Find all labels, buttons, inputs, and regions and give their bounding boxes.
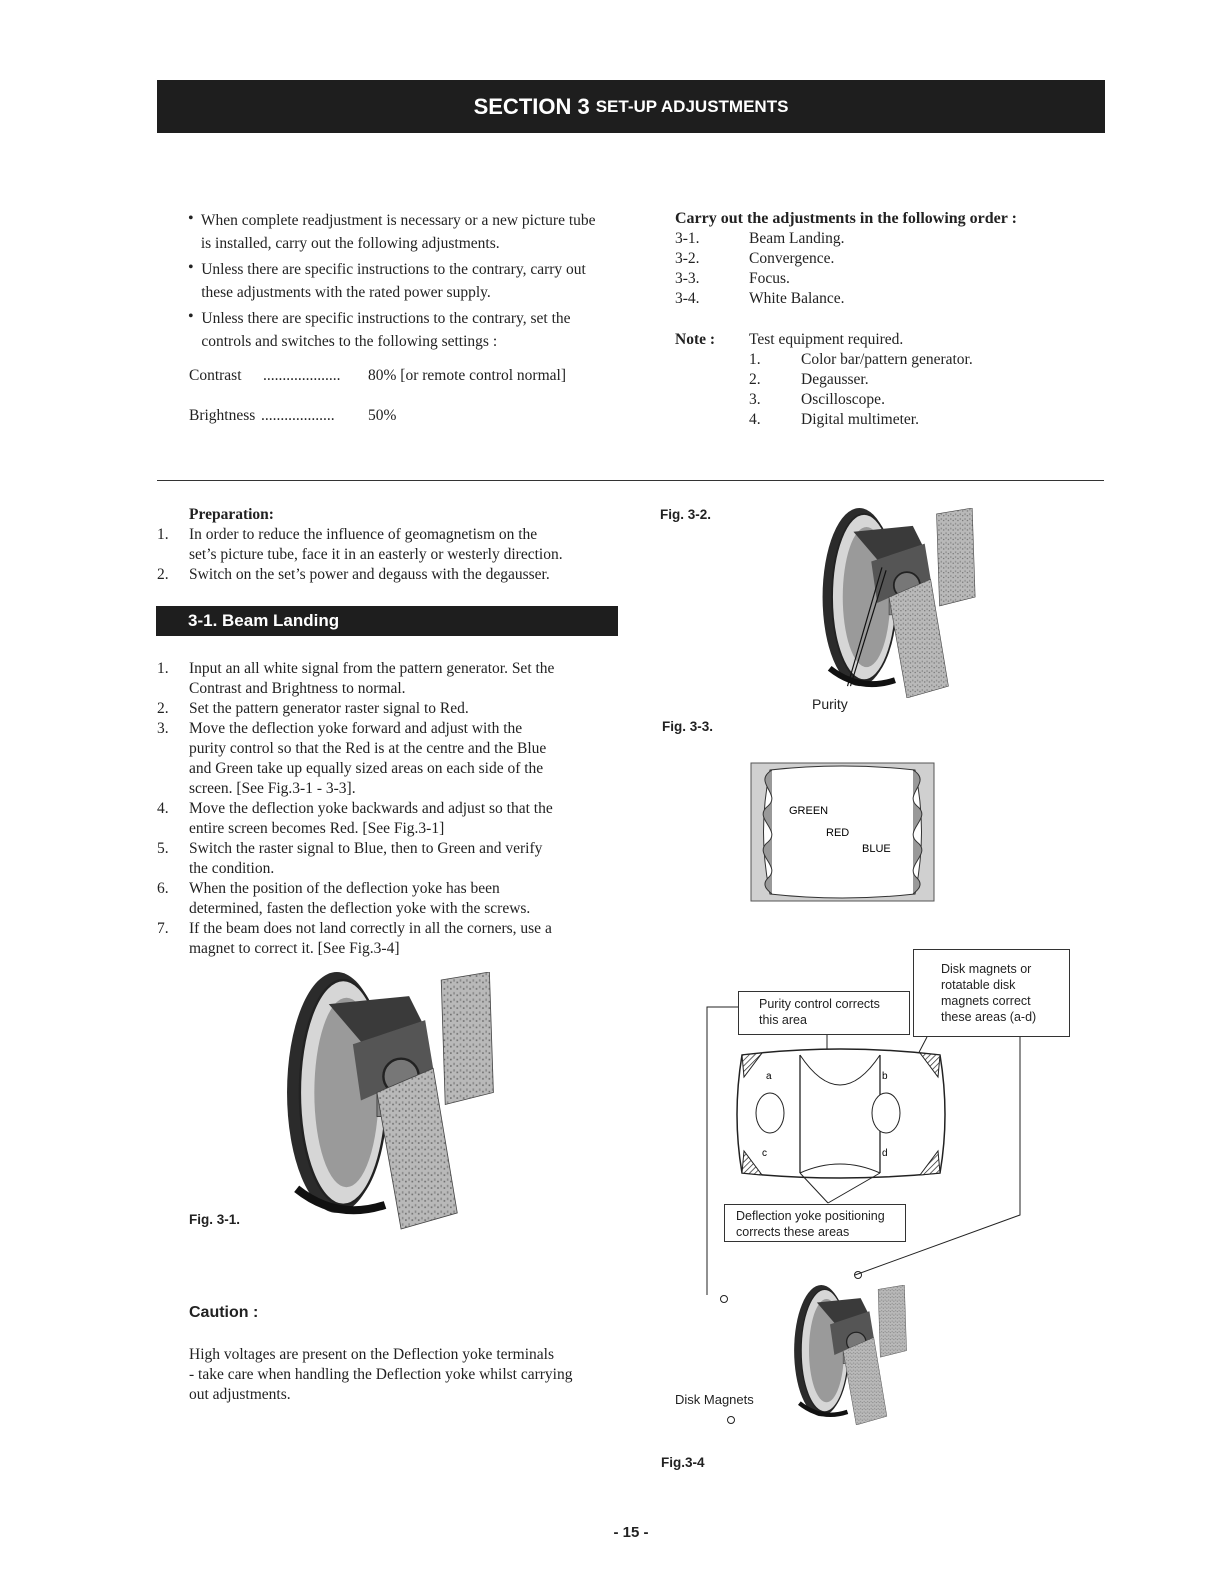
note-text: Digital multimeter. <box>801 411 919 428</box>
step <box>157 699 617 719</box>
note-intro: Test equipment required. <box>749 331 904 348</box>
fig-3-1-image <box>245 972 525 1237</box>
callout-line: this area <box>759 1013 807 1027</box>
step-num: 2. <box>157 700 169 717</box>
bullet-dot: • <box>188 210 194 227</box>
section-header <box>157 80 1105 133</box>
order-item <box>675 289 1095 309</box>
step-num: 1. <box>157 660 169 677</box>
leader-line <box>707 1007 738 1295</box>
setting-dots: ................... <box>261 407 335 424</box>
crt-chassis-illustration <box>287 972 493 1229</box>
step-num: 7. <box>157 920 169 937</box>
order-label: Focus. <box>749 270 790 287</box>
step-line: the condition. <box>189 860 275 877</box>
disk-magnets-label: Disk Magnets <box>675 1392 754 1407</box>
step-num: 3. <box>157 720 169 737</box>
step-num: 5. <box>157 840 169 857</box>
intro-bullet <box>188 258 608 304</box>
corner-b-label: b <box>882 1071 888 1082</box>
step <box>157 919 617 959</box>
step-line: Set the pattern generator raster signal to Red. <box>189 700 469 717</box>
step-line: Contrast and Brightness to normal. <box>189 680 406 697</box>
fig-3-2-label: Fig. 3-2. <box>660 507 712 522</box>
order-item <box>675 269 1095 289</box>
note-text: Oscilloscope. <box>801 391 885 408</box>
preparation-item <box>157 565 617 585</box>
caution-line: High voltages are present on the Deflection yoke terminals <box>189 1346 554 1363</box>
side-oval-left <box>756 1093 784 1133</box>
preparation-line: Switch on the set’s power and degauss with the degausser. <box>189 566 550 583</box>
intro-bullets <box>188 209 608 353</box>
callout-line: Purity control corrects <box>759 997 880 1011</box>
note-num: 1. <box>749 351 761 368</box>
setting-value: 80% [or remote control normal] <box>368 367 566 384</box>
step <box>157 719 617 799</box>
intro-bullet-text: Unless there are specific instructions to the contrary, set the controls and switches to the following settings : <box>201 310 571 350</box>
callout-purity-control <box>738 991 910 1035</box>
note-item <box>675 390 1095 410</box>
order-item <box>675 229 1095 249</box>
setting-dots: .................... <box>263 367 341 384</box>
note-num: 4. <box>749 411 761 428</box>
step-num: 6. <box>157 880 169 897</box>
crt-chassis-illustration <box>794 1285 906 1425</box>
callout-line: corrects these areas <box>736 1225 850 1239</box>
order-num: 3-4. <box>675 290 700 307</box>
preparation-item <box>157 525 617 565</box>
purity-label: Purity <box>812 696 848 712</box>
divider <box>157 480 1104 481</box>
step-line: If the beam does not land correctly in all the corners, use a <box>189 920 552 937</box>
step-line: and Green take up equally sized areas on each side of the <box>189 760 544 777</box>
note-num: 3. <box>749 391 761 408</box>
order-label: White Balance. <box>749 290 845 307</box>
setting-name: Brightness <box>189 407 256 424</box>
setting-value: 50% <box>368 407 397 424</box>
preparation <box>157 505 617 585</box>
fig-3-3-label: Fig. 3-3. <box>662 719 714 734</box>
blue-label: BLUE <box>862 843 891 855</box>
callout-line: magnets correct <box>941 994 1031 1008</box>
order-num: 3-3. <box>675 270 700 287</box>
preparation-line: set’s picture tube, face it in an easterly or westerly direction. <box>189 546 563 563</box>
step <box>157 659 617 699</box>
callout-deflection-yoke <box>724 1204 906 1242</box>
step <box>157 799 617 839</box>
step-line: magnet to correct it. [See Fig.3-4] <box>189 940 400 957</box>
note-block <box>675 330 1095 430</box>
step-line: When the position of the deflection yoke has been <box>189 880 500 897</box>
order-heading: Carry out the adjustments in the following order : <box>675 210 1017 227</box>
intro-bullet-text: When complete readjustment is necessary or a new picture tube is installed, carry out the following adjustments. <box>200 212 596 252</box>
beam-landing-steps <box>157 659 617 959</box>
fig-3-3-diagram <box>750 762 935 902</box>
step-line: entire screen becomes Red. [See Fig.3-1] <box>189 820 445 837</box>
preparation-num: 2. <box>157 566 169 583</box>
preparation-title: Preparation: <box>189 506 274 523</box>
order-item <box>675 249 1095 269</box>
adjustment-order <box>675 209 1095 309</box>
bullet-dot: • <box>188 259 194 276</box>
step-line: screen. [See Fig.3-1 - 3-3]. <box>189 780 356 797</box>
note-item <box>675 410 1095 430</box>
crt-chassis-illustration <box>823 508 976 698</box>
note-num: 2. <box>749 371 761 388</box>
step-line: purity control so that the Red is at the centre and the Blue <box>189 740 547 757</box>
order-num: 3-1. <box>675 230 700 247</box>
magnet-symbol <box>716 1291 732 1307</box>
caution-line: - take care when handling the Deflection yoke whilst carrying <box>189 1366 573 1383</box>
corner-d-label: d <box>882 1148 888 1159</box>
step-line: Input an all white signal from the pattern generator. Set the <box>189 660 555 677</box>
magnet-symbol <box>723 1412 739 1428</box>
green-label: GREEN <box>789 805 829 817</box>
preparation-num: 1. <box>157 526 169 543</box>
step-line: Move the deflection yoke forward and adjust with the <box>189 720 523 737</box>
setting-brightness <box>189 406 396 426</box>
section-label: SECTION 3 <box>473 93 590 119</box>
callout-line: Deflection yoke positioning <box>736 1209 885 1223</box>
step-num: 4. <box>157 800 169 817</box>
fig-3-4-image <box>765 1285 930 1425</box>
caution-line: out adjustments. <box>189 1386 291 1403</box>
red-label: RED <box>826 827 850 839</box>
side-oval-right <box>872 1093 900 1133</box>
callout-line: rotatable disk <box>941 978 1016 992</box>
fig-3-4-label: Fig.3-4 <box>661 1455 705 1470</box>
setting-name: Contrast <box>189 367 242 384</box>
note-item <box>675 370 1095 390</box>
note-text: Color bar/pattern generator. <box>801 351 973 368</box>
callout-line: these areas (a-d) <box>941 1010 1037 1024</box>
corner-a-label: a <box>766 1071 772 1082</box>
step-line: determined, fasten the deflection yoke with the screws. <box>189 900 531 917</box>
intro-bullet <box>188 209 608 255</box>
step-line: Switch the raster signal to Blue, then to Green and verify <box>189 840 543 857</box>
order-label: Beam Landing. <box>749 230 845 247</box>
fig-3-2-image <box>785 508 1005 698</box>
note-intro-row <box>675 330 1095 350</box>
callout-disk-magnets <box>913 949 1070 1037</box>
callout-line: Disk magnets or <box>941 962 1032 976</box>
note-label: Note : <box>675 331 716 348</box>
caution-text <box>189 1345 609 1405</box>
note-item <box>675 350 1095 370</box>
bullet-dot: • <box>188 308 194 325</box>
step <box>157 879 617 919</box>
intro-bullet <box>188 307 608 353</box>
order-num: 3-2. <box>675 250 700 267</box>
caution-title: Caution : <box>189 1304 259 1321</box>
setting-contrast <box>189 366 566 386</box>
section-title: SET-UP ADJUSTMENTS <box>595 96 789 116</box>
page-number: - 15 - <box>613 1524 649 1541</box>
intro-bullet-text: Unless there are specific instructions to the contrary, carry out these adjustments with the rated power supply. <box>201 261 586 301</box>
note-text: Degausser. <box>801 371 869 388</box>
corner-c-label: c <box>762 1148 767 1159</box>
order-label: Convergence. <box>749 250 835 267</box>
preparation-line: In order to reduce the influence of geomagnetism on the <box>189 526 538 543</box>
fig-3-1-label: Fig. 3-1. <box>189 1212 241 1227</box>
step-line: Move the deflection yoke backwards and adjust so that the <box>189 800 553 817</box>
step <box>157 839 617 879</box>
beam-landing-header: 3-1. Beam Landing <box>156 606 618 636</box>
